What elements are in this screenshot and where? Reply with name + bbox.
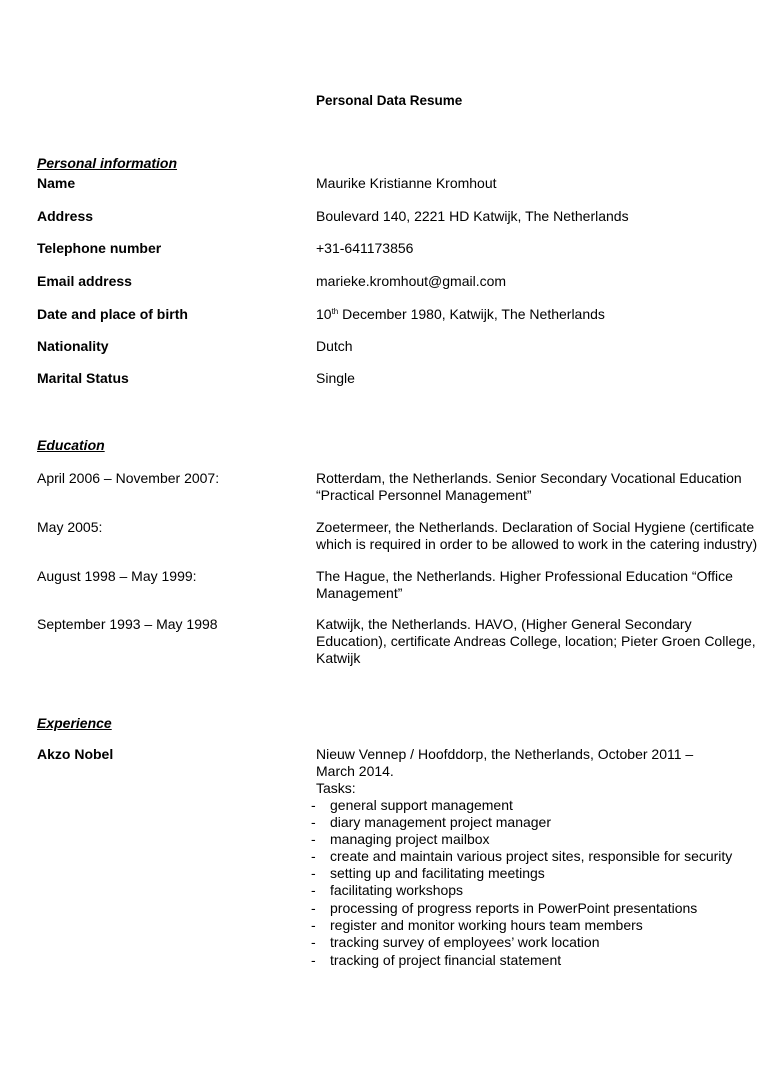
- task-text: general support management: [330, 797, 513, 813]
- education-period: September 1993 – May 1998: [37, 616, 218, 632]
- education-detail-line: Zoetermeer, the Netherlands. Declaration of Social Hygiene (certificate: [316, 519, 755, 535]
- dash-icon: -: [311, 952, 316, 968]
- education-detail-line: Management”: [316, 585, 403, 601]
- education-detail-line: which is required in order to be allowed to work in the catering industry): [316, 536, 758, 552]
- experience-detail-line: Tasks:: [316, 780, 356, 796]
- experience-detail-line: Nieuw Vennep / Hoofddorp, the Netherlands, October 2011 –: [316, 746, 694, 762]
- dash-icon: -: [311, 865, 316, 881]
- task-text: processing of progress reports in PowerPoint presentations: [330, 900, 698, 916]
- task-text: diary management project manager: [330, 814, 552, 830]
- task-text: facilitating workshops: [330, 882, 464, 898]
- task-text: create and maintain various project sites, responsible for security: [330, 848, 733, 864]
- task-list: [0, 797, 768, 977]
- value-telephone: +31-641173856: [316, 240, 414, 256]
- education-period: May 2005:: [37, 519, 103, 535]
- dash-icon: -: [311, 848, 316, 864]
- section-heading-personal: Personal information: [37, 155, 178, 171]
- dash-icon: -: [311, 814, 316, 830]
- section-heading-experience: Experience: [37, 715, 112, 731]
- label-email: Email address: [37, 273, 132, 289]
- education-detail-line: Katwijk: [316, 650, 361, 666]
- task-text: register and monitor working hours team members: [330, 917, 643, 933]
- value-email: marieke.kromhout@gmail.com: [316, 273, 507, 289]
- label-telephone: Telephone number: [37, 240, 162, 256]
- task-text: tracking of project financial statement: [330, 952, 562, 968]
- value-marital-status: Single: [316, 370, 355, 386]
- task-text: setting up and facilitating meetings: [330, 865, 545, 881]
- birth-rest: December 1980, Katwijk, The Netherlands: [338, 306, 605, 322]
- dash-icon: -: [311, 797, 316, 813]
- education-period: April 2006 – November 2007:: [37, 470, 220, 486]
- label-address: Address: [37, 208, 94, 224]
- birth-day-suffix: th: [331, 307, 339, 316]
- value-birth: [316, 306, 605, 323]
- dash-icon: -: [311, 831, 316, 847]
- education-detail-line: “Practical Personnel Management”: [316, 487, 532, 503]
- task-text: managing project mailbox: [330, 831, 490, 847]
- label-nationality: Nationality: [37, 338, 109, 354]
- value-address: Boulevard 140, 2221 HD Katwijk, The Netherlands: [316, 208, 629, 224]
- page-title: Personal Data Resume: [316, 93, 463, 108]
- experience-company: Akzo Nobel: [37, 746, 114, 762]
- label-birth: Date and place of birth: [37, 306, 188, 322]
- task-text: tracking survey of employees’ work location: [330, 934, 600, 950]
- birth-day: 10: [316, 306, 332, 322]
- label-marital-status: Marital Status: [37, 370, 129, 386]
- education-detail-line: Education), certificate Andreas College, location; Pieter Groen College,: [316, 633, 756, 649]
- education-detail-line: Rotterdam, the Netherlands. Senior Secondary Vocational Education: [316, 470, 742, 486]
- value-name: Maurike Kristianne Kromhout: [316, 175, 497, 191]
- value-nationality: Dutch: [316, 338, 353, 354]
- label-name: Name: [37, 175, 76, 191]
- education-detail-line: The Hague, the Netherlands. Higher Professional Education “Office: [316, 568, 733, 584]
- dash-icon: -: [311, 934, 316, 950]
- section-heading-education: Education: [37, 437, 105, 453]
- dash-icon: -: [311, 882, 316, 898]
- education-period: August 1998 – May 1999:: [37, 568, 197, 584]
- dash-icon: -: [311, 900, 316, 916]
- education-detail-line: Katwijk, the Netherlands. HAVO, (Higher General Secondary: [316, 616, 692, 632]
- dash-icon: -: [311, 917, 316, 933]
- experience-detail-line: March 2014.: [316, 763, 394, 779]
